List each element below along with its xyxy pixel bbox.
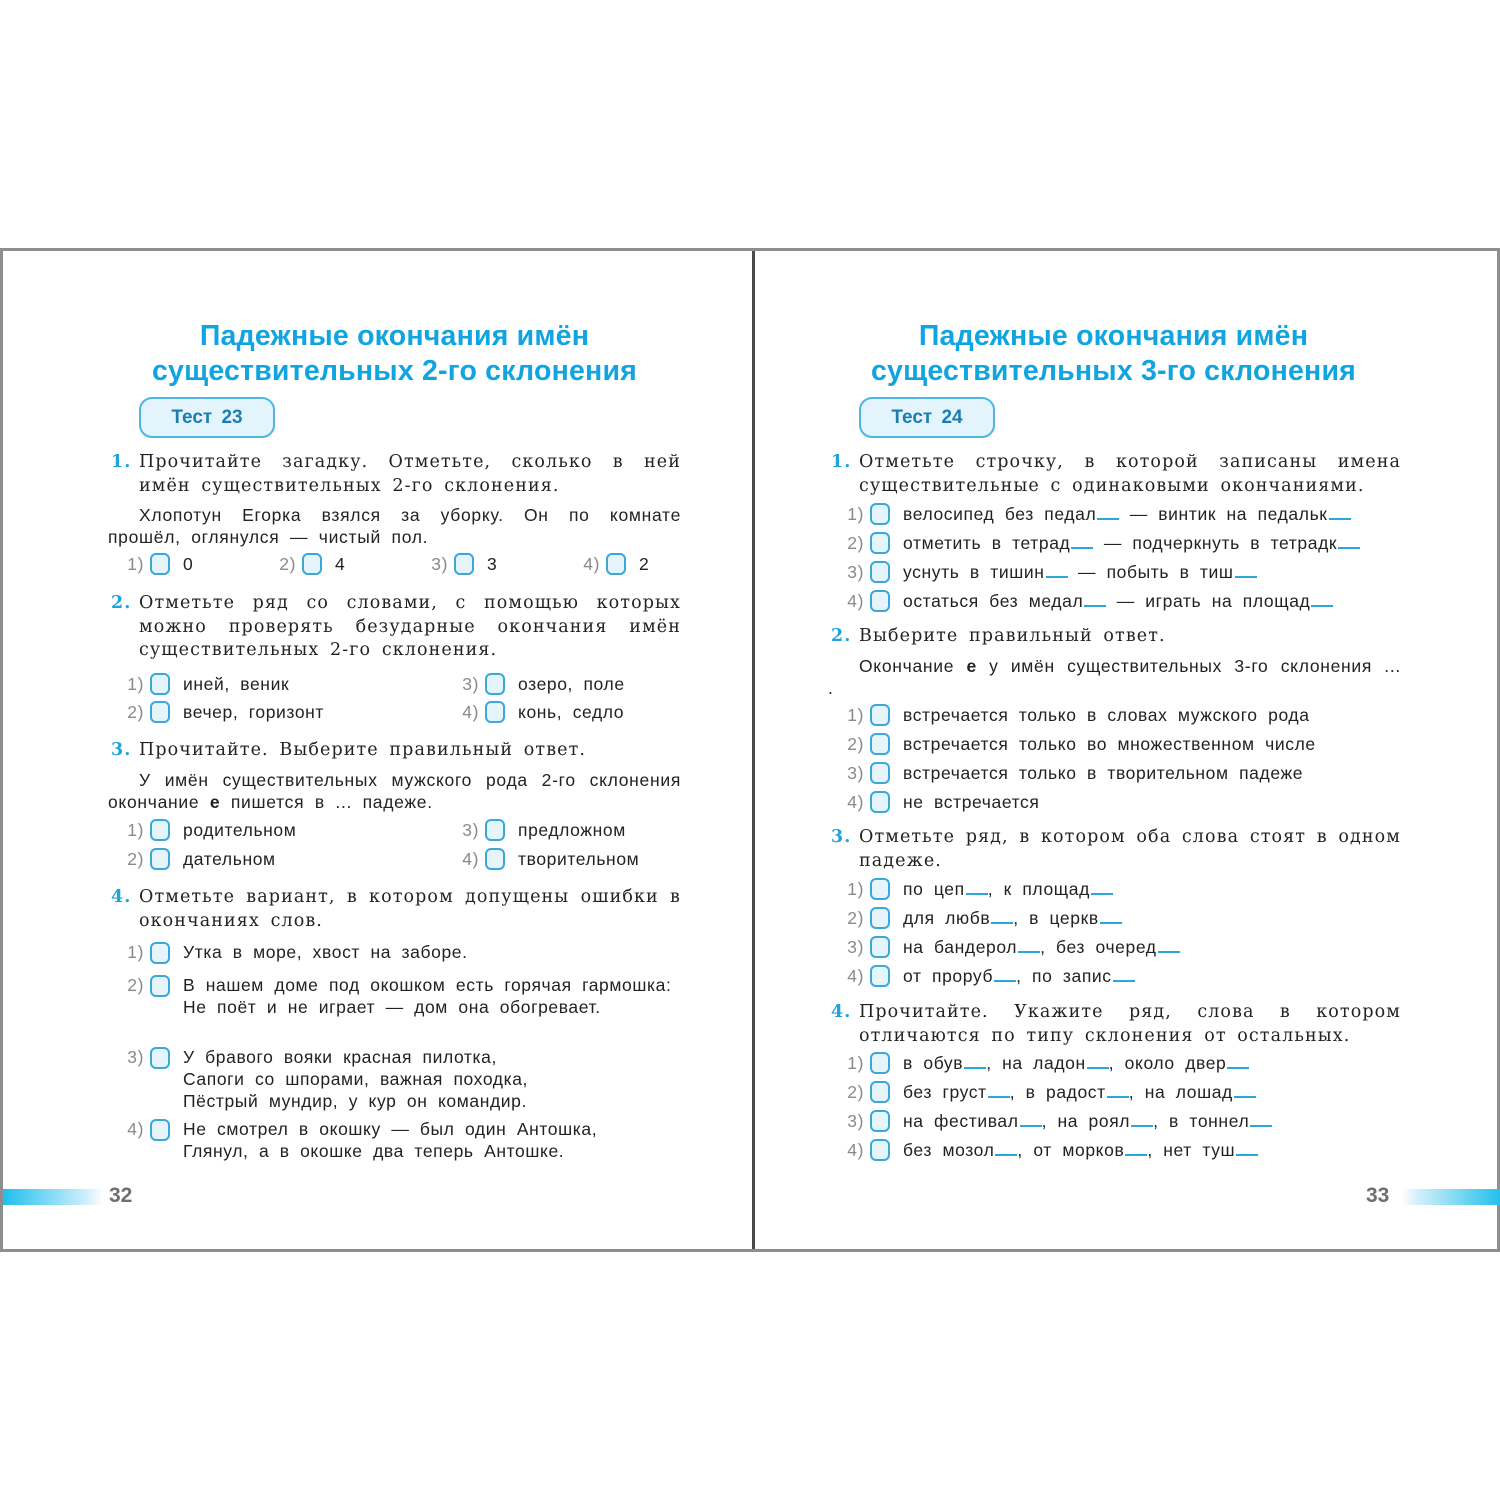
option-text: предложном: [518, 819, 626, 840]
option[interactable]: [828, 588, 1333, 614]
option[interactable]: [828, 1050, 1249, 1076]
option-text: [183, 974, 681, 1018]
checkbox[interactable]: [870, 704, 890, 726]
answer-blank: [1329, 506, 1351, 520]
task-statement: [108, 769, 681, 813]
option-text: 2: [639, 553, 650, 574]
task-statement: [828, 655, 1401, 699]
option-text: [903, 966, 1135, 987]
text-fragment: в обув: [903, 1052, 964, 1073]
answer-blank: [991, 910, 1013, 924]
statement-part: пишется в ... падеже.: [220, 791, 433, 812]
checkbox[interactable]: [870, 733, 890, 755]
option-number: 3): [462, 673, 479, 694]
answer-blank: [1158, 939, 1180, 953]
answer-blank: [966, 881, 988, 895]
checkbox[interactable]: [870, 1110, 890, 1132]
poem-line: У бравого вояки красная пилотка,: [183, 1047, 497, 1067]
task-number: 2.: [831, 626, 852, 646]
title-line-1: Падежные окончания имён: [918, 320, 1309, 352]
checkbox[interactable]: [870, 762, 890, 784]
option-number: 2): [127, 848, 144, 869]
option-number: 4): [583, 553, 600, 574]
poem-line: Пёстрый мундир, у кур он командир.: [183, 1091, 527, 1111]
checkbox[interactable]: [485, 819, 505, 841]
option-number: 3): [847, 762, 864, 783]
question-text: Отметьте строчку, в которой записаны имена существительные с одинаковыми окончаниями.: [859, 452, 1401, 496]
answer-blank: [1236, 1142, 1258, 1156]
task-1: [108, 451, 681, 548]
text-fragment: на бандерол: [903, 936, 1018, 957]
task-question: [108, 451, 681, 498]
question-text: Прочитайте загадку. Отметьте, сколько в ней имён существительных 2-го склонения.: [139, 452, 681, 496]
option-text: родительном: [183, 819, 297, 840]
text-fragment: , на лошад: [1128, 1081, 1233, 1102]
option-number: 3): [847, 561, 864, 582]
option-number: 1): [127, 819, 144, 840]
text-fragment: , в тоннел: [1153, 1110, 1250, 1131]
checkbox[interactable]: [150, 673, 170, 695]
text-fragment: отметить в тетрад: [903, 532, 1071, 553]
option-number: 2): [847, 733, 864, 754]
text-fragment: , около двер: [1108, 1052, 1227, 1073]
checkbox[interactable]: [150, 848, 170, 870]
task-question: [828, 625, 1401, 649]
question-text: Отметьте ряд, в котором оба слова стоят в одном падеже.: [859, 827, 1401, 871]
answer-blank: [1125, 1142, 1147, 1156]
option-text: [903, 908, 1122, 929]
answer-blank: [995, 1142, 1017, 1156]
book-spread: [0, 248, 1500, 1252]
task-question: [828, 826, 1401, 873]
text-fragment: , нет туш: [1147, 1139, 1236, 1160]
task-4: [828, 1001, 1401, 1048]
answer-blank: [1046, 564, 1068, 578]
poem-line: Глянул, а в окошке два теперь Антошке.: [183, 1141, 565, 1161]
answer-blank: [1113, 968, 1135, 982]
option[interactable]: [828, 1137, 1258, 1163]
option[interactable]: [108, 699, 324, 725]
answer-blank: [1087, 1055, 1109, 1069]
option[interactable]: [443, 671, 625, 697]
checkbox[interactable]: [150, 1047, 170, 1069]
option[interactable]: [828, 731, 1316, 757]
option-number: 4): [847, 590, 864, 611]
task-question: [108, 886, 681, 933]
answer-blank: [1227, 1055, 1249, 1069]
question-text: Прочитайте. Укажите ряд, слова в котором отличаются по типу склонения от остальных.: [859, 1002, 1401, 1046]
option-number: 3): [847, 936, 864, 957]
title-line-1: Падежные окончания имён: [199, 320, 590, 352]
checkbox[interactable]: [485, 673, 505, 695]
footer-gradient-bar: [3, 1189, 103, 1205]
text-fragment: — подчеркнуть в тетрадк: [1093, 532, 1338, 553]
checkbox[interactable]: [485, 848, 505, 870]
option-number: 4): [127, 1119, 144, 1139]
option-number: 4): [847, 1139, 864, 1160]
text-fragment: без груст: [903, 1081, 987, 1102]
checkbox[interactable]: [150, 942, 170, 964]
option[interactable]: [828, 876, 1113, 902]
answer-blank: [1100, 910, 1122, 924]
checkbox[interactable]: [870, 878, 890, 900]
text-fragment: , по запис: [1016, 965, 1112, 986]
option-text: [903, 1140, 1258, 1161]
checkbox[interactable]: [870, 503, 890, 525]
answer-blank: [1131, 1113, 1153, 1127]
option[interactable]: [828, 702, 1310, 728]
option[interactable]: [828, 963, 1135, 989]
task-question: [108, 739, 681, 763]
task-number: 1.: [831, 452, 852, 472]
option-number: 1): [847, 1052, 864, 1073]
test-badge: Тест 23: [139, 397, 275, 438]
option[interactable]: [108, 846, 276, 872]
text-fragment: , от морков: [1017, 1139, 1125, 1160]
checkbox[interactable]: [485, 701, 505, 723]
title-line-2: существительных 3-го склонения: [870, 355, 1357, 387]
option-number: 4): [462, 848, 479, 869]
option[interactable]: [828, 934, 1180, 960]
question-text: Отметьте ряд со словами, с помощью которых можно проверять безударные окончания имён существительных 2-го склонения.: [139, 593, 681, 660]
option[interactable]: [828, 1079, 1256, 1105]
option-number: 2): [847, 532, 864, 553]
checkbox[interactable]: [870, 1052, 890, 1074]
option[interactable]: [443, 699, 624, 725]
question-text: Выберите правильный ответ.: [859, 626, 1166, 646]
option[interactable]: [108, 941, 681, 964]
option-text: 3: [487, 553, 498, 574]
page-number: 33: [1366, 1184, 1390, 1207]
option-number: 3): [431, 553, 448, 574]
text-fragment: , в церкв: [1013, 907, 1099, 928]
checkbox[interactable]: [150, 1119, 170, 1141]
option-number: 1): [127, 673, 144, 694]
answer-blank: [1084, 593, 1106, 607]
text-fragment: без мозол: [903, 1139, 995, 1160]
option-number: 4): [462, 701, 479, 722]
option[interactable]: [828, 501, 1351, 527]
question-text: Отметьте вариант, в котором допущены ошибки в окончаниях слов.: [139, 887, 681, 931]
page-right: [755, 251, 1500, 1249]
text-fragment: , в радост: [1009, 1081, 1106, 1102]
option-number: 1): [847, 878, 864, 899]
option[interactable]: [260, 551, 345, 577]
checkbox[interactable]: [870, 907, 890, 929]
option-number: 1): [847, 704, 864, 725]
answer-blank: [1018, 939, 1040, 953]
task-number: 3.: [111, 740, 132, 760]
option[interactable]: [564, 551, 649, 577]
option-text: вечер, горизонт: [183, 701, 325, 722]
poem-line: Не поёт и не играет — дом она обогревает.: [183, 997, 601, 1017]
text-fragment: для любв: [903, 907, 991, 928]
option-text: [903, 937, 1180, 958]
option[interactable]: [108, 1046, 681, 1112]
option-number: 1): [127, 942, 144, 962]
checkbox[interactable]: [870, 561, 890, 583]
option[interactable]: [828, 905, 1122, 931]
option-text: [903, 1111, 1272, 1132]
option[interactable]: [108, 551, 193, 577]
checkbox[interactable]: [870, 965, 890, 987]
option-number: 4): [847, 965, 864, 986]
poem-line: В нашем доме под окошком есть горячая гармошка:: [183, 975, 672, 995]
option-text: встречается только во множественном числе: [903, 733, 1316, 754]
option-text: [903, 591, 1333, 612]
task-number: 1.: [111, 452, 132, 472]
page-left: [3, 251, 750, 1249]
checkbox[interactable]: [150, 975, 170, 997]
checkbox[interactable]: [870, 1081, 890, 1103]
option-text: [903, 1053, 1249, 1074]
task-question: [828, 451, 1401, 498]
answer-blank: [1311, 593, 1333, 607]
option-number: 3): [127, 1047, 144, 1067]
page-title: [21, 319, 768, 389]
option-number: 3): [847, 1110, 864, 1131]
option-text: [183, 1046, 528, 1112]
text-fragment: уснуть в тишин: [903, 561, 1045, 582]
bold-letter: е: [966, 655, 977, 676]
riddle-text: Хлопотун Егорка взялся за уборку. Он по комнате прошёл, оглянулся — чистый пол.: [108, 505, 681, 547]
option-number: 1): [847, 503, 864, 524]
text-fragment: остаться без медал: [903, 590, 1084, 611]
option[interactable]: [828, 789, 1039, 815]
option-text: конь, седло: [518, 701, 625, 722]
answer-blank: [994, 968, 1016, 982]
option[interactable]: [108, 1118, 681, 1162]
answer-blank: [1235, 564, 1257, 578]
option-text: иней, веник: [183, 673, 290, 694]
answer-blank: [1097, 506, 1119, 520]
task-number: 2.: [111, 593, 132, 613]
option[interactable]: [108, 817, 296, 843]
checkbox[interactable]: [606, 553, 626, 575]
task-4: [108, 886, 681, 933]
answer-blank: [1234, 1084, 1256, 1098]
checkbox[interactable]: [870, 532, 890, 554]
option-text: [183, 941, 468, 963]
answer-blank: [1020, 1113, 1042, 1127]
poem-line: Сапоги со шпорами, важная походка,: [183, 1069, 529, 1089]
text-fragment: на фестивал: [903, 1110, 1019, 1131]
option-number: 2): [127, 975, 144, 995]
statement-part: Окончание: [859, 655, 967, 676]
task-number: 3.: [831, 827, 852, 847]
checkbox[interactable]: [150, 819, 170, 841]
option-text: [903, 533, 1360, 554]
checkbox[interactable]: [302, 553, 322, 575]
option-text: творительном: [518, 848, 640, 869]
text-fragment: — играть на площад: [1106, 590, 1311, 611]
text-fragment: , на роял: [1041, 1110, 1131, 1131]
footer-gradient-bar: [1402, 1189, 1500, 1205]
answer-blank: [1338, 535, 1360, 549]
title-line-2: существительных 2-го склонения: [151, 355, 638, 387]
text-fragment: — побыть в тиш: [1067, 561, 1234, 582]
option-text: [903, 504, 1351, 525]
statement-part: у имён существительных 3-го склонения ... .: [828, 655, 1401, 698]
page-number: 32: [109, 1184, 133, 1207]
option-text: дательном: [183, 848, 276, 869]
option-number: 4): [847, 791, 864, 812]
answer-blank: [964, 1055, 986, 1069]
statement-part: У имён существительных мужского рода 2-го склонения окончание: [108, 769, 681, 812]
test-badge: Тест 24: [859, 397, 995, 438]
option-text: [903, 562, 1257, 583]
text-fragment: от проруб: [903, 965, 994, 986]
option-number: 2): [127, 701, 144, 722]
answer-blank: [1091, 881, 1113, 895]
option[interactable]: [443, 817, 626, 843]
option-text: не встречается: [903, 791, 1040, 812]
checkbox[interactable]: [870, 791, 890, 813]
option[interactable]: [828, 760, 1303, 786]
option[interactable]: [108, 974, 681, 1018]
option-text: [903, 1082, 1256, 1103]
option-text: встречается только в творительном падеже: [903, 762, 1304, 783]
checkbox[interactable]: [870, 590, 890, 612]
option-text: встречается только в словах мужского рода: [903, 704, 1310, 725]
option-text: 0: [183, 553, 194, 574]
option-number: 2): [279, 553, 296, 574]
answer-blank: [988, 1084, 1010, 1098]
task-3: [828, 826, 1401, 873]
task-2: [108, 592, 681, 663]
option[interactable]: [828, 1108, 1272, 1134]
answer-blank: [1071, 535, 1093, 549]
text-fragment: , к площад: [987, 878, 1090, 899]
option[interactable]: [108, 671, 289, 697]
checkbox[interactable]: [454, 553, 474, 575]
task-1: [828, 451, 1401, 498]
task-number: 4.: [831, 1002, 852, 1022]
question-text: Прочитайте. Выберите правильный ответ.: [139, 740, 587, 760]
option-text: [903, 879, 1113, 900]
task-question: [828, 1001, 1401, 1048]
answer-blank: [1250, 1113, 1272, 1127]
text-fragment: по цеп: [903, 878, 965, 899]
option[interactable]: [412, 551, 497, 577]
task-2: [828, 625, 1401, 699]
checkbox[interactable]: [150, 701, 170, 723]
checkbox[interactable]: [150, 553, 170, 575]
option-text: озеро, поле: [518, 673, 625, 694]
checkbox[interactable]: [870, 936, 890, 958]
poem-line: Утка в море, хвост на заборе.: [183, 942, 468, 962]
poem-line: Не смотрел в окошку — был один Антошка,: [183, 1119, 598, 1139]
option-number: 2): [847, 1081, 864, 1102]
option-number: 2): [847, 907, 864, 928]
bold-letter: е: [209, 791, 221, 812]
text-fragment: , на ладон: [986, 1052, 1086, 1073]
text-fragment: , без очеред: [1040, 936, 1157, 957]
page-title: [740, 319, 1487, 389]
text-fragment: велосипед без педал: [903, 503, 1097, 524]
option-number: 3): [462, 819, 479, 840]
option-text: 4: [335, 553, 346, 574]
option-number: 1): [127, 553, 144, 574]
answer-blank: [1107, 1084, 1129, 1098]
option[interactable]: [828, 559, 1257, 585]
task-number: 4.: [111, 887, 132, 907]
option-text: [183, 1118, 597, 1162]
option[interactable]: [443, 846, 639, 872]
option[interactable]: [828, 530, 1360, 556]
task-question: [108, 592, 681, 663]
checkbox[interactable]: [870, 1139, 890, 1161]
text-fragment: — винтик на педальк: [1119, 503, 1328, 524]
task-3: [108, 739, 681, 813]
